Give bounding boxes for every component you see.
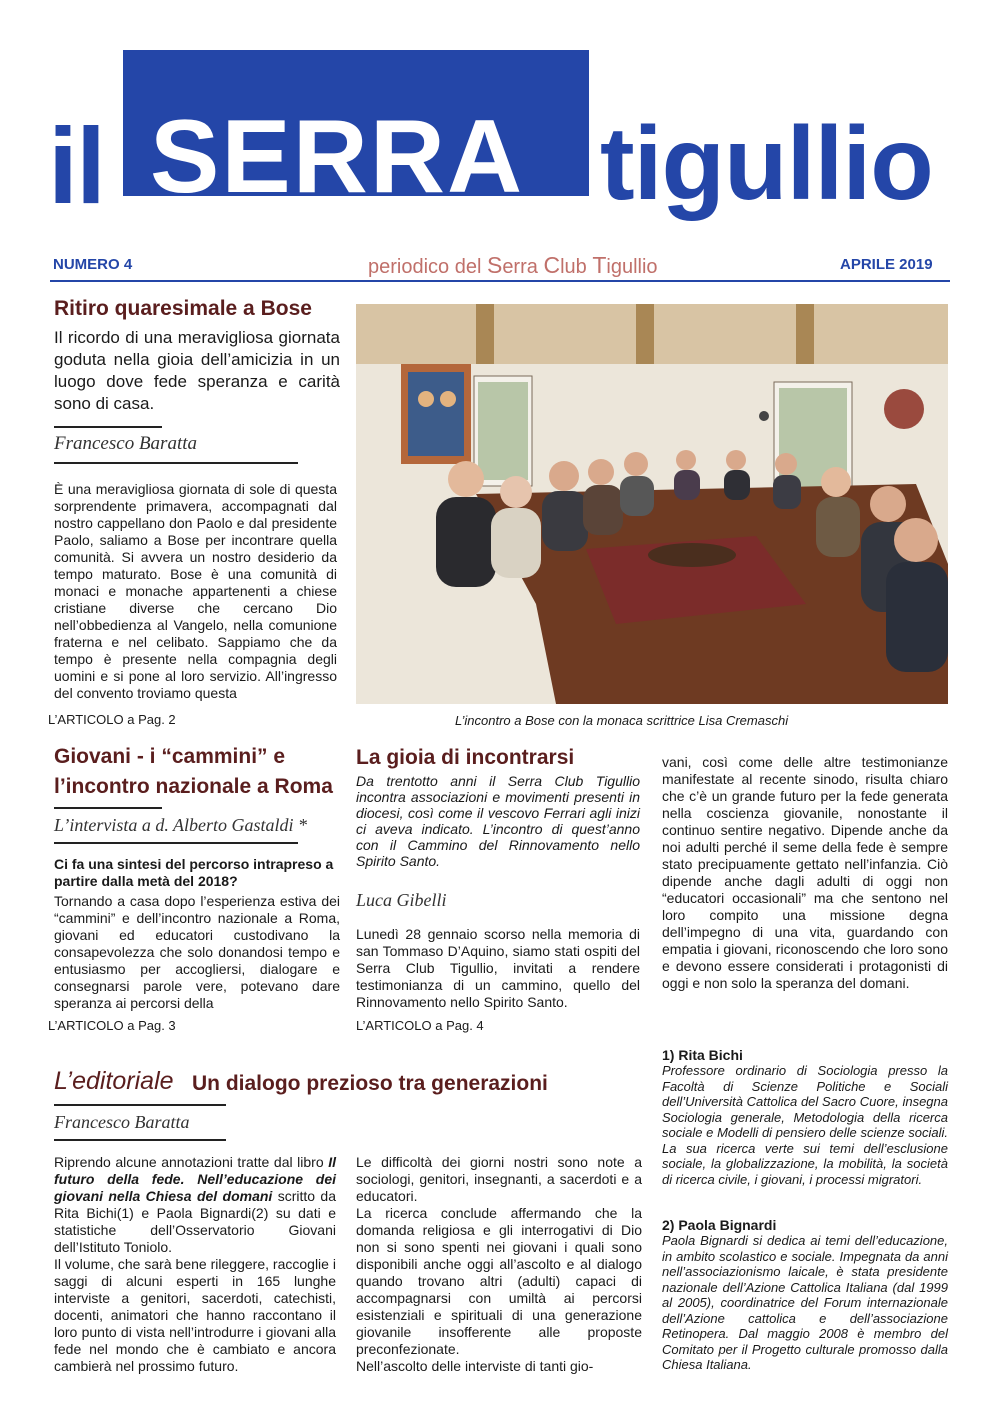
note2-body: Paola Bignardi si dedica ai temi dell’educazione, in ambito scolastico e sociale. Impegnata da anni nell’associazionismo laicale, è stata presidente nazionale dell’Azione Cattolica Italiana (dal 1999 al 2005), coordinatrice del Forum internazionale dell’Azione cattolica e dell’associazione Retinopera. Dal maggio 2008 è membro del Comitato per il Progetto culturale promosso dalla Chiesa Italiana. bbox=[662, 1233, 948, 1372]
editorial-kicker: L’editoriale bbox=[54, 1067, 174, 1095]
article3-ref: L’ARTICOLO a Pag. 4 bbox=[356, 1018, 484, 1033]
article2-ref: L’ARTICOLO a Pag. 3 bbox=[48, 1018, 176, 1033]
editorial-author: Francesco Baratta bbox=[54, 1112, 190, 1132]
article1-rule bbox=[54, 426, 162, 428]
article1-body: È una meravigliosa giornata di sole di questa sorprendente primavera, accompagnati dal nostro cappellano don Paolo e dal presidente Paolo, saliamo a Bose per incontrare quella comunità. Si avvera un nostro desiderio da tempo maturato. Bose è una comunità di monaci e monache appartenenti a chiese cristiane diverse che cercano Dio nell’obbedienza al Vangelo, nella comunione fraterna e nel celibato. Sappiamo che da tempo è presente nella compagnia degli uomini e si pone al loro servizio. All’ingresso del convento troviamo questa bbox=[54, 481, 337, 701]
editorial-col2: Le difficoltà dei giorni nostri sono note a sociologi, genitori, insegnanti, a sacerdoti e a educatori. La ricerca conclude affermando che la domanda religiosa e gli interrogativi di Dio non si sono spenti nei giovani i quali sono disponibili anche oggi all’ascolto e al dialogo quando trovano altri (adulti) capaci di accompagnarsi con umiltà ai percorsi esistenziali e spirituali di una generazione giovanile insofferente alle proposte preconfezionate. Nell’ascolto delle interviste di tanti gio- bbox=[356, 1154, 642, 1374]
article1-title: Ritiro quaresimale a Bose bbox=[54, 297, 312, 320]
issue-date: APRILE 2019 bbox=[840, 256, 933, 273]
article3-body: Lunedì 28 gennaio scorso nella memoria di san Tommaso D’Aquino, siamo stati ospiti del Serra Club Tigullio, invitati a rendere testimonianza di un cammino, quello del Rinnovamento nello Spirito Santo. bbox=[356, 926, 640, 1010]
masthead-serra: SERRA bbox=[150, 99, 525, 215]
article2-question: Ci fa una sintesi del percorso intrapreso a partire dalla metà del 2018? bbox=[54, 856, 334, 889]
article2-body: Tornando a casa dopo l’esperienza estiva dei “cammini” e dell’incontro nazionale a Roma, giovani ed educatori custodivano la consapevolezza che solo donandosi tempo e entusiasmo per accogliersi, dialogare e consegnarsi parole vere, potevano dare speranza ai percorsi della bbox=[54, 893, 340, 1011]
editorial-title: Un dialogo prezioso tra generazioni bbox=[192, 1072, 548, 1095]
article2-rule bbox=[54, 807, 162, 809]
col3-body: vani, così come delle altre testimonianze manifestate al recente sinodo, risulta chiaro che c’è un grande futuro per la fede generata nella coscienza giovanile, nonostante il continuo sentire negativo. Dipende anche da noi adulti perché il seme della fede è sempre stato precipuamente gettato nell’infanzia. Ciò dipende anche dagli adulti di oggi non “educatori occasionali” ma che sentono nel loro compito una missione degna dell’impegno di una vita, guardando con empatia i giovani, riconoscendo che loro sono e devono essere considerati i protagonisti di oggi e non solo la speranza del domani. bbox=[662, 754, 948, 991]
article3-title: La gioia di incontrarsi bbox=[356, 746, 575, 769]
article1-author: Francesco Baratta bbox=[54, 433, 198, 454]
article1-ref: L’ARTICOLO a Pag. 2 bbox=[48, 712, 176, 727]
header-divider bbox=[50, 280, 950, 282]
editorial-col1: Riprendo alcune annotazioni tratte dal libro Il futuro della fede. Nell’educazione dei giovani nella Chiesa del domani scritto da Rita Bichi(1) e Paola Bignardi(2) su dati e statistiche dell’Osservatorio Giovani dell’Istituto Toniolo. Il volume, che sarà bene rileggere, raccoglie i saggi di alcuni esperti in 165 lunghe interviste a genitori, sacerdoti, catechisti, docenti, animatori che hanno raccontano il loro punto di vista nell’introdurre i giovani alla fede nel mondo che è cambiato e ancora cambierà nel prossimo futuro. bbox=[54, 1154, 336, 1374]
article3-author: Luca Gibelli bbox=[356, 890, 447, 910]
note2-title: 2) Paola Bignardi bbox=[662, 1217, 777, 1233]
masthead-il: il bbox=[48, 105, 105, 226]
editorial-rule bbox=[54, 1104, 226, 1106]
masthead-tigullio: tigullio bbox=[600, 106, 933, 222]
note1-body: Professore ordinario di Sociologia presso la Facoltà di Scienze Politiche e Sociali dell’Università Cattolica del Sacro Cuore, insegna Sociologia generale, Metodologia della ricerca sociale e Modelli di pensiero delle scienze sociali. La sua ricerca verte sui temi dell’esclusione sociale, la globalizzazione, la mobilità, la società di ricerca civile, i giovani, i processi migratori. bbox=[662, 1063, 948, 1187]
editorial-rule2 bbox=[54, 1139, 226, 1141]
article2-rule2 bbox=[54, 842, 298, 844]
group-photo bbox=[356, 304, 948, 704]
issue-number: NUMERO 4 bbox=[53, 256, 133, 273]
article1-rule2 bbox=[54, 462, 298, 464]
article2-author: L’intervista a d. Alberto Gastaldi * bbox=[54, 815, 308, 835]
photo-caption: L’incontro a Bose con la monaca scrittrice Lisa Cremaschi bbox=[455, 713, 789, 728]
periodical-subtitle: periodico del Serra Club Tigullio bbox=[368, 252, 658, 278]
article1-lead: Il ricordo di una meravigliosa giornata goduta nella gioia dell’amicizia in un luogo dove fede speranza e carità sono di casa. bbox=[54, 328, 340, 413]
note1-title: 1) Rita Bichi bbox=[662, 1047, 743, 1063]
book-title: Il futuro della fede. Nell’educazione dei giovani nella Chiesa del domani bbox=[54, 1154, 336, 1204]
article2-title: Giovani - i “cammini” e l’incontro nazionale a Roma bbox=[54, 745, 333, 798]
article3-lead: Da trentotto anni il Serra Club Tigullio incontra associazioni e movimenti presenti in diocesi, così come il vescovo Ferrari agli inizi ci aveva indicato. L’incontro di quest’anno con il Cammino del Rinnovamento nello Spirito Santo. bbox=[356, 773, 640, 869]
group-photo-illustration bbox=[356, 304, 948, 704]
